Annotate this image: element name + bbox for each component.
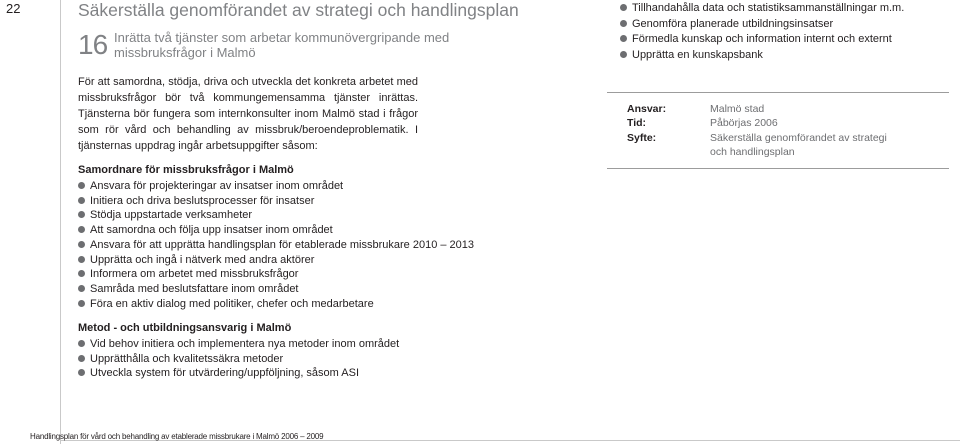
time-label: Tid: (627, 117, 647, 129)
responsible-value: Malmö stad (710, 103, 765, 115)
list-item: Ansvara för projekteringar av insatser inom området (78, 179, 474, 194)
bullet-icon (620, 35, 627, 42)
list-item: Utveckla system för utvärdering/uppföljning, såsom ASI (78, 366, 399, 381)
list-item: Vid behov initiera och implementera nya metoder inom området (78, 337, 399, 352)
bullet-icon (78, 182, 85, 189)
bullet-icon (620, 4, 627, 11)
bullet-icon (78, 226, 85, 233)
intro-paragraph: För att samordna, stödja, driva och utveckla det konkreta arbetet med missbruksfrågor bör två kommungemensamma tjänster inrättas. Tjänsterna bör fungera som internkonsulter inom Malmö stad i frågor som rör vård och behandling av missbruk/beroendeproblematik. I tjänsternas uppdrag ingår arbetsuppgifter såsom: (78, 76, 418, 152)
bullet-icon (78, 285, 85, 292)
time-value: Påbörjas 2006 (710, 117, 778, 129)
bullet-icon (78, 241, 85, 248)
list-item: Ansvara för att upprätta handlingsplan för etablerade missbrukare 2010 – 2013 (78, 238, 474, 253)
bullet-icon (78, 197, 85, 204)
purpose-label: Syfte: (627, 132, 657, 144)
coordinator-title: Samordnare för missbruksfrågor i Malmö (78, 164, 294, 176)
list-item: Tillhandahålla data och statistiksammanställningar m.m. (620, 1, 904, 17)
bullet-icon (78, 256, 85, 263)
bullet-icon (78, 355, 85, 362)
page-number: 22 (6, 1, 21, 16)
list-item: Föra en aktiv dialog med politiker, chefer och medarbetare (78, 297, 474, 312)
page-number-column (0, 0, 61, 444)
list-item: Genomföra planerade utbildningsinsatser (620, 17, 904, 33)
bullet-icon (78, 270, 85, 277)
subsection-number: 16 (78, 29, 108, 60)
list-item: Stödja uppstartade verksamheter (78, 208, 474, 223)
purpose-value: Säkerställa genomförandet av strategi och handlingsplan (710, 132, 887, 158)
bullet-icon (78, 300, 85, 307)
list-item: Förmedla kunskap och information internt och externt (620, 32, 904, 48)
coordinator-section (78, 163, 474, 311)
subsection-title-line-2: missbruksfrågor i Malmö (114, 45, 256, 60)
list-item: Upprätta en kunskapsbank (620, 48, 904, 64)
bullet-icon (620, 51, 627, 58)
subsection-title-line-1: Inrätta två tjänster som arbetar kommunövergripande med (114, 30, 450, 45)
bullet-icon (620, 20, 627, 27)
top-right-bullet-list (620, 1, 904, 64)
page-footer: Handlingsplan för vård och behandling av etablerade missbrukare i Malmö 2006 – 2009 (30, 432, 324, 441)
list-item: Upprätta och ingå i nätverk med andra aktörer (78, 253, 474, 268)
subsection-title (114, 30, 449, 60)
bullet-icon (78, 369, 85, 376)
bullet-icon (78, 211, 85, 218)
method-title: Metod - och utbildningsansvarig i Malmö (78, 322, 292, 334)
bullet-icon (78, 340, 85, 347)
list-item: Informera om arbetet med missbruksfrågor (78, 267, 474, 282)
list-item: Upprätthålla och kvalitetssäkra metoder (78, 352, 399, 367)
list-item: Att samordna och följa upp insatser inom området (78, 223, 474, 238)
list-item: Initiera och driva beslutsprocesser för insatser (78, 194, 474, 209)
responsible-label: Ansvar: (627, 103, 667, 115)
section-title: Säkerställa genomförandet av strategi och handlingsplan (78, 0, 519, 20)
method-section (78, 321, 399, 381)
list-item: Samråda med beslutsfattare inom området (78, 282, 474, 297)
info-box (607, 92, 949, 169)
